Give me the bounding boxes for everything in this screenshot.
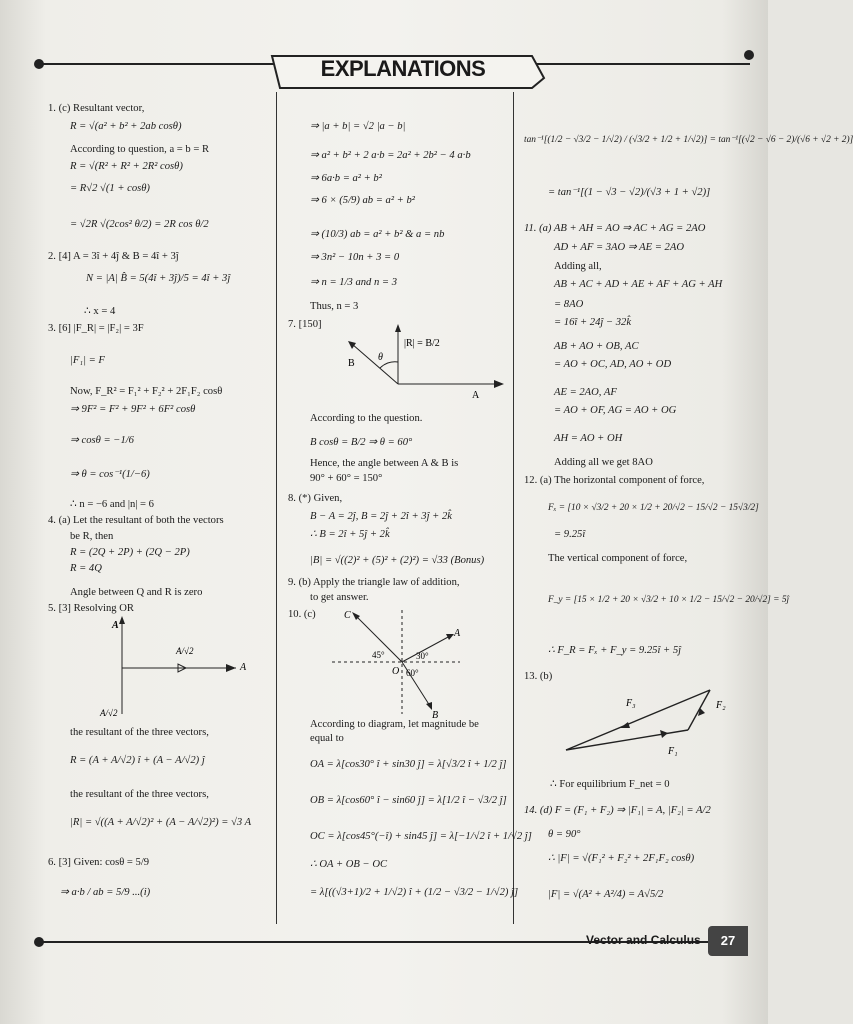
equation: = AO + OC, AD, AO + OD [554, 359, 672, 370]
equation: = λ[((√3+1)/2 + 1/√2) î + (1/2 − √3/2 − 1/√2) ĵ] [310, 887, 519, 898]
equation: = 9.25î [554, 529, 586, 540]
text-line: 90° + 60° = 150° [310, 473, 383, 484]
text-line: the resultant of the three vectors, [70, 727, 209, 738]
text-line: According to the question. [310, 413, 423, 424]
equation: AB + AC + AD + AE + AF + AG + AH [554, 279, 723, 290]
equation: F_y = [15 × 1/2 + 20 × √3/2 + 10 × 1/2 − 15/√2 − 20/√2] = 5ĵ [548, 595, 790, 605]
page-number: 27 [708, 926, 748, 956]
equation: OB = λ[cos60° î − sin60 ĵ] = λ[1/2 î − √3/2 ĵ] [310, 795, 507, 806]
equation: R = √(a² + b² + 2ab cosθ) [70, 121, 182, 132]
equation: ⇒ 3n² − 10n + 3 = 0 [310, 252, 400, 263]
question-6: 6. [3] Given: cosθ = 5/9 [48, 857, 150, 868]
label-o: O [392, 666, 400, 677]
equation: |F| = √(A² + A²/4) = A√5/2 [548, 889, 664, 900]
three-vector-diagram [326, 606, 476, 721]
label-f2: F₂ [716, 700, 726, 711]
label-resultant: |R| = B/2 [404, 338, 440, 349]
equation: ⇒ (10/3) ab = a² + b² & a = nb [310, 229, 445, 240]
equation: tan⁻¹[(1/2 − √3/2 − 1/√2) / (√3/2 + 1/2 + 1/√2)] = tan⁻¹[(√2 − √6 − 2)/(√6 + √2 + 2)] [524, 135, 853, 145]
question-7: 7. [150] [288, 319, 322, 330]
question-14: 14. (d) F = (F₁ + F₂) ⇒ |F₁| = A, |F₂| = A/2 [524, 805, 711, 816]
equation: B − A = 2ĵ, B = 2ĵ + 2î + 3ĵ + 2k̂ [310, 511, 452, 522]
column-divider-1 [276, 92, 277, 924]
text-line: According to question, a = b = R [70, 144, 210, 155]
label-a-root2-bottom: A/√2 [100, 708, 118, 718]
equation: |B| = √((2)² + (5)² + (2)²) = √33 (Bonus) [310, 555, 485, 566]
footer-section: Vector and Calculus [586, 933, 701, 947]
text-line: Adding all we get 8AO [554, 457, 653, 468]
equation: ⇒ 6 × (5/9) ab = a² + b² [310, 195, 415, 206]
label-a-top: A [112, 620, 119, 631]
label-45: 45° [372, 650, 385, 660]
label-b: B [432, 710, 439, 721]
label-a-right: A [240, 662, 247, 673]
equation: = √2R √(2cos² θ/2) = 2R cos θ/2 [70, 219, 209, 230]
text-line: ∴ n = −6 and |n| = 6 [70, 499, 154, 510]
text-line: ∴ x = 4 [84, 306, 116, 317]
equation: ⇒ a² + b² + 2 a·b = 2a² + 2b² − 4 a·b [310, 150, 471, 161]
equation: ∴ B = 2î + 5ĵ + 2k̂ [310, 529, 390, 540]
force-triangle-diagram [560, 680, 740, 772]
question-4: 4. (a) Let the resultant of both the vectors [48, 515, 224, 526]
text-line: ∴ For equilibrium F_net = 0 [550, 779, 670, 790]
equation: ∴ OA + OB − OC [310, 859, 388, 870]
equation: R = 4Q [70, 563, 102, 574]
label-a: A [454, 628, 461, 639]
equation: Fₓ = [10 × √3/2 + 20 × 1/2 + 20/√2 − 15/√2 − 15√3/2] [548, 503, 759, 513]
text-line: Hence, the angle between A & B is [310, 458, 459, 469]
text-line: 1. (c) Resultant vector, [48, 103, 145, 114]
equation: R = (A + A/√2) î + (A − A/√2) ĵ [70, 755, 205, 766]
equation: B cosθ = B/2 ⇒ θ = 60° [310, 437, 413, 448]
question-12: 12. (a) The horizontal component of force, [524, 475, 705, 486]
equation: ∴ |F| = √(F₁² + F₂² + 2F₁F₂ cosθ) [548, 853, 695, 864]
equation: ⇒ θ = cos⁻¹(1/−6) [70, 469, 150, 480]
text-line: Adding all, [554, 261, 602, 272]
equation: = AO + OF, AG = AO + OG [554, 405, 677, 416]
question-11: 11. (a) AB + AH = AO ⇒ AC + AG = 2AO [524, 223, 706, 234]
text-line: equal to [310, 733, 344, 744]
question-3: 3. [6] |F_R| = |F₂| = 3F [48, 323, 144, 334]
page-title: EXPLANATIONS [320, 56, 486, 81]
text-line: Thus, n = 3 [310, 301, 359, 312]
equation: AB + AO + OB, AC [554, 341, 639, 352]
equation: AD + AF = 3AO ⇒ AE = 2AO [554, 242, 684, 253]
equation: OC = λ[cos45°(−î) + sin45 ĵ] = λ[−1/√2 î + 1/√2 ĵ] [310, 831, 532, 842]
resolution-diagram [86, 614, 266, 724]
text-line: The vertical component of force, [548, 553, 688, 564]
equation: AH = AO + OH [554, 433, 623, 444]
equation: N = |A| B̂ = 5(4î + 3ĵ)/5 = 4î + 3ĵ [86, 273, 231, 284]
equation: ⇒ n = 1/3 and n = 3 [310, 277, 398, 288]
equation: = 16î + 24ĵ − 32k̂ [554, 317, 632, 328]
header-dot-right [744, 50, 754, 60]
question-13: 13. (b) [524, 671, 553, 682]
equation: θ = 90° [548, 829, 581, 840]
equation: R = (2Q + 2P) + (2Q − 2P) [70, 547, 190, 558]
equation: AE = 2AO, AF [554, 387, 617, 398]
label-30: 30° [416, 651, 429, 661]
text-line: Angle between Q and R is zero [70, 587, 203, 598]
label-a: A [472, 390, 480, 401]
equation: ⇒ 9F² = F² + 9F² + 6F² cosθ [70, 404, 196, 415]
text-line: Now, F_R² = F₁² + F₂² + 2F₁F₂ cosθ [70, 386, 223, 397]
question-9: 9. (b) Apply the triangle law of addition, [288, 577, 460, 588]
text-line: to get answer. [310, 592, 369, 603]
label-theta: θ [378, 352, 383, 363]
column-divider-2 [513, 92, 514, 924]
text-line: be R, then [70, 531, 114, 542]
label-f3: F₃ [626, 698, 636, 709]
equation: ⇒ |a + b| = √2 |a − b| [310, 121, 406, 132]
equation: R = √(R² + R² + 2R² cosθ) [70, 161, 183, 172]
text-line: the resultant of the three vectors, [70, 789, 209, 800]
question-10: 10. (c) [288, 609, 316, 620]
label-f1: F₁ [668, 746, 678, 757]
equation: = R√2 √(1 + cosθ) [70, 183, 150, 194]
equation: |F₁| = F [70, 355, 105, 366]
question-5: 5. [3] Resolving OR [48, 603, 134, 614]
question-2: 2. [4] A = 3î + 4ĵ & B = 4î + 3ĵ [48, 251, 179, 262]
equation: |R| = √((A + A/√2)² + (A − A/√2)²) = √3 A [70, 817, 252, 828]
equation: ∴ F_R = Fₓ + F_y = 9.25î + 5ĵ [548, 645, 682, 656]
equation: = tan⁻¹[(1 − √3 − √2)/(√3 + 1 + √2)] [548, 187, 711, 198]
label-c: C [344, 610, 351, 621]
equation: OA = λ[cos30° î + sin30 ĵ] = λ[√3/2 î + 1/2 ĵ] [310, 759, 507, 770]
equation: ⇒ a·b / ab = 5/9 ...(i) [60, 887, 151, 898]
label-60: 60° [406, 668, 419, 678]
text-line: According to diagram, let magnitude be [310, 719, 479, 730]
equation: ⇒ 6a·b = a² + b² [310, 173, 382, 184]
question-8: 8. (*) Given, [288, 493, 343, 504]
label-b: B [348, 358, 355, 369]
vector-angle-diagram [332, 322, 512, 400]
equation: ⇒ cosθ = −1/6 [70, 435, 134, 446]
label-a-root2-right: A/√2 [176, 646, 194, 656]
equation: = 8AO [554, 299, 584, 310]
